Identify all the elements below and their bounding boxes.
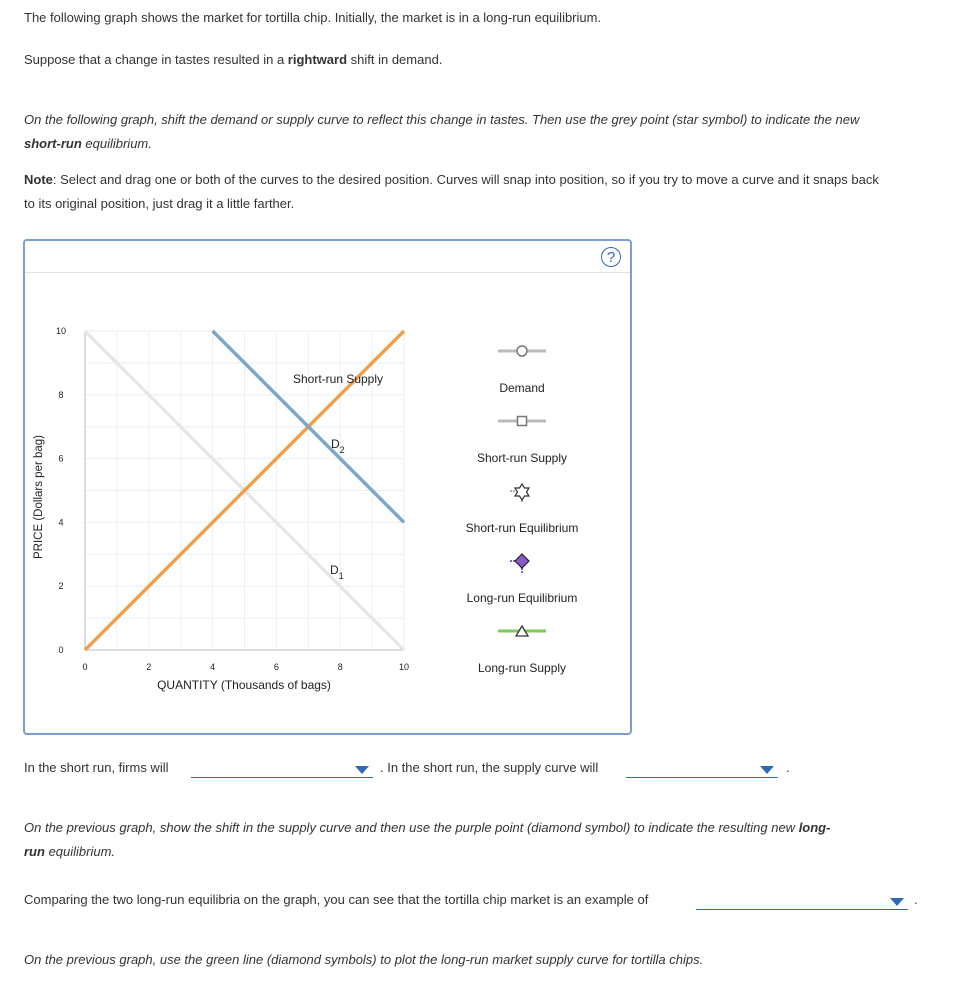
- instructions-3: On the previous graph, use the green line (diamond symbols) to plot the long-run market supply curve for tortilla chips.: [24, 952, 704, 967]
- legend-sr-equilibrium: Short-run Equilibrium: [465, 521, 579, 535]
- x-tick-label: 6: [273, 662, 279, 672]
- q1-text-mid: . In the short run, the supply curve will: [380, 760, 599, 775]
- legend-sr-supply: Short-run Supply: [476, 451, 568, 465]
- x-tick-label: 4: [210, 662, 216, 672]
- y-axis-label: PRICE (Dollars per bag): [33, 435, 45, 559]
- q2-text-post: .: [914, 892, 918, 907]
- star-icon: [515, 484, 529, 500]
- sr-equilibrium-tool[interactable]: [510, 484, 529, 503]
- legend-lr-supply: Long-run Supply: [477, 661, 567, 675]
- supply-curve-will-dropdown[interactable]: [626, 759, 778, 778]
- sr-supply-tool[interactable]: [498, 417, 546, 426]
- instructions-1: On the following graph, shift the demand or supply curve to reflect this change in tastes. Then use the grey point (star symbol) to indicate the new short-run equilibrium.: [24, 112, 860, 151]
- y-tick-label: 8: [58, 389, 64, 400]
- intro-line-2: Suppose that a change in tastes resulted in a rightward shift in demand.: [24, 52, 443, 67]
- x-axis-label: QUANTITY (Thousands of bags): [157, 678, 331, 692]
- y-tick-label: 0: [58, 645, 64, 655]
- demand-circle-icon: [517, 346, 527, 356]
- note: Note: Select and drag one or both of the curves to the desired position. Curves will snap into position, so if you try to move a curve and it snaps back to its original position, just drag it a little farther.: [24, 172, 879, 211]
- d2-curve-label: $D_2$: [331, 437, 345, 455]
- instructions-2: On the previous graph, show the shift in the supply curve and then use the purple point (diamond symbol) to indicate the resulting new long- run equilibrium.: [24, 820, 831, 859]
- supply-square-icon: [518, 417, 527, 426]
- q1-text-post: .: [786, 760, 790, 775]
- d1-curve-label: $D_1$: [330, 563, 344, 581]
- x-tick-label: 0: [82, 662, 88, 672]
- q2-text-pre: Comparing the two long-run equilibria on the graph, you can see that the tortilla chip market is an example of: [24, 892, 649, 907]
- x-tick-label: 2: [146, 662, 152, 672]
- x-tick-label: 10: [398, 662, 410, 672]
- diamond-icon: [515, 554, 529, 568]
- intro-line-1: The following graph shows the market for tortilla chip. Initially, the market is in a long-run equilibrium.: [24, 10, 602, 25]
- lr-equilibrium-tool[interactable]: [510, 554, 529, 573]
- x-tick-label: 8: [337, 662, 343, 672]
- chevron-down-icon: [760, 766, 774, 774]
- help-icon[interactable]: ?: [601, 247, 621, 267]
- y-tick-label: 2: [58, 581, 64, 592]
- y-tick-label: 10: [55, 326, 67, 336]
- supply-curve-label: Short-run Supply: [292, 372, 384, 386]
- legend-demand: Demand: [499, 381, 545, 395]
- chevron-down-icon: [355, 766, 369, 774]
- q1-text-pre: In the short run, firms will: [24, 760, 169, 775]
- legend-lr-equilibrium: Long-run Equilibrium: [466, 591, 578, 605]
- lr-supply-tool[interactable]: [498, 626, 546, 636]
- y-tick-label: 6: [58, 453, 64, 464]
- chevron-down-icon: [890, 898, 904, 906]
- demand-tool[interactable]: [498, 346, 546, 356]
- firms-will-dropdown[interactable]: [191, 759, 373, 778]
- market-type-dropdown[interactable]: [696, 891, 908, 910]
- y-tick-label: 4: [58, 517, 64, 528]
